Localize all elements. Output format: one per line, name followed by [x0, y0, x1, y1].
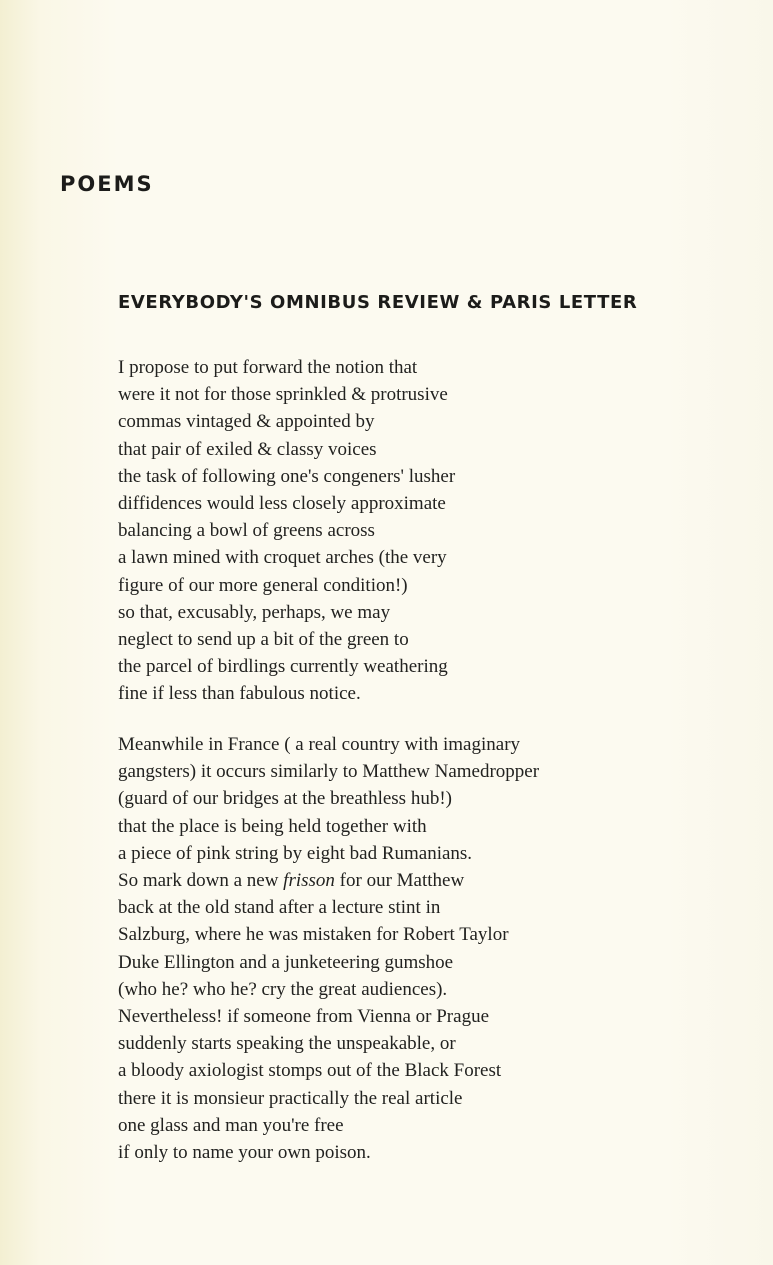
- poem-line: a lawn mined with croquet arches (the very: [118, 547, 447, 569]
- italic-word: frisson: [283, 870, 335, 892]
- poem-title: EVERYBODY'S OMNIBUS REVIEW & PARIS LETTER: [118, 292, 638, 313]
- poem-line: that pair of exiled & classy voices: [118, 438, 377, 460]
- stanza-1: [118, 354, 455, 708]
- poem-line: so that, excusably, perhaps, we may: [118, 601, 391, 623]
- poem-line: Meanwhile in France ( a real country with imaginary: [118, 734, 521, 755]
- poem-line: back at the old stand after a lecture stint in: [118, 897, 441, 919]
- poem-line: I propose to put forward the notion that: [118, 357, 418, 378]
- poem-line-text: So mark down a new: [118, 870, 284, 892]
- poem-line: gangsters) it occurs similarly to Matthew Namedropper: [118, 761, 540, 783]
- poem-line: (who he? who he? cry the great audiences).: [118, 978, 448, 1000]
- poem-line: fine if less than fabulous notice.: [118, 683, 361, 705]
- poem-line: the parcel of birdlings currently weathering: [118, 656, 448, 678]
- poem-line: (guard of our bridges at the breathless hub!): [118, 788, 452, 810]
- poem-line: [118, 867, 539, 894]
- section-heading: POEMS: [60, 172, 154, 196]
- poem-line-text: for our Matthew: [334, 870, 465, 892]
- poem-line: figure of our more general condition!): [118, 574, 408, 596]
- poem-line: balancing a bowl of greens across: [118, 520, 375, 542]
- poem-line: that the place is being held together with: [118, 815, 427, 837]
- poem-line: diffidences would less closely approximate: [118, 493, 446, 515]
- poem-line: there it is monsieur practically the real article: [118, 1087, 463, 1109]
- poem-line: one glass and man you're free: [118, 1114, 344, 1136]
- poem-line: the task of following one's congeners' lusher: [118, 465, 456, 487]
- poem-line: commas vintaged & appointed by: [118, 411, 375, 433]
- poem-line: if only to name your own poison.: [118, 1142, 371, 1164]
- poem-line: a bloody axiologist stomps out of the Black Forest: [118, 1060, 502, 1082]
- poem-line: Nevertheless! if someone from Vienna or Prague: [118, 1006, 490, 1028]
- poem-line: Duke Ellington and a junketeering gumshoe: [118, 951, 454, 973]
- stanza-2: [118, 731, 539, 1166]
- poem-line: neglect to send up a bit of the green to: [118, 629, 409, 651]
- poem-line: suddenly starts speaking the unspeakable, or: [118, 1033, 456, 1055]
- poem-line: were it not for those sprinkled & protrusive: [118, 384, 448, 406]
- poem-line: a piece of pink string by eight bad Rumanians.: [118, 842, 473, 864]
- poem-line: Salzburg, where he was mistaken for Robert Taylor: [118, 924, 509, 946]
